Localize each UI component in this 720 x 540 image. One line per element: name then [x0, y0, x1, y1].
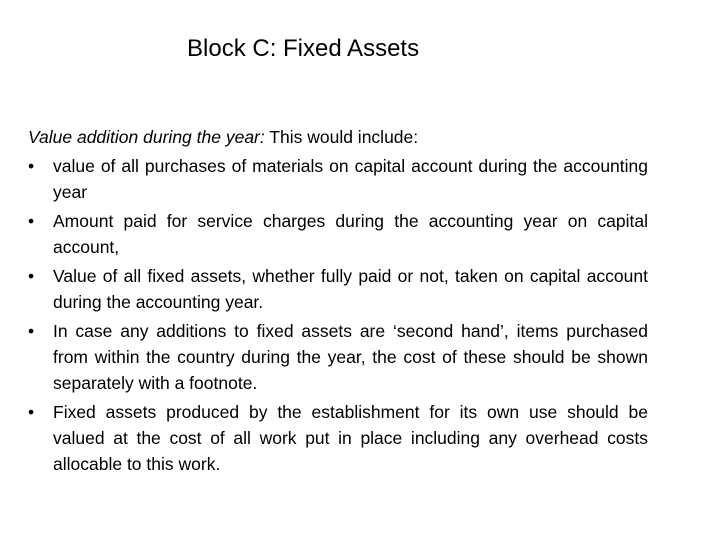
bullet-list [28, 153, 648, 477]
list-item-text: value of all purchases of materials on capital account during the accounting year [53, 156, 648, 202]
list-item [28, 153, 648, 205]
list-item-text: In case any additions to fixed assets are ‘second hand’, items purchased from within the country during the year, the cost of these should be shown separately with a footnote. [53, 321, 648, 393]
page-title: Block C: Fixed Assets [187, 35, 420, 62]
intro-lead: Value addition during the year: [28, 127, 265, 147]
bullet-icon: • [28, 156, 35, 176]
intro-text: This would include: [264, 127, 419, 147]
bullet-icon: • [28, 266, 35, 286]
list-item [28, 208, 648, 260]
list-item [28, 263, 648, 315]
bullet-icon: • [28, 402, 35, 422]
content-body [28, 124, 648, 477]
list-item-text: Value of all fixed assets, whether fully paid or not, taken on capital account during the accounting year. [53, 266, 648, 312]
bullet-icon: • [28, 321, 35, 341]
bullet-icon: • [28, 211, 35, 231]
list-item-text: Amount paid for service charges during the accounting year on capital account, [53, 211, 648, 257]
list-item [28, 399, 648, 477]
intro-paragraph [28, 124, 648, 150]
list-item [28, 318, 648, 396]
list-item-text: Fixed assets produced by the establishment for its own use should be valued at the cost of all work put in place including any overhead costs allocable to this work. [53, 402, 648, 474]
